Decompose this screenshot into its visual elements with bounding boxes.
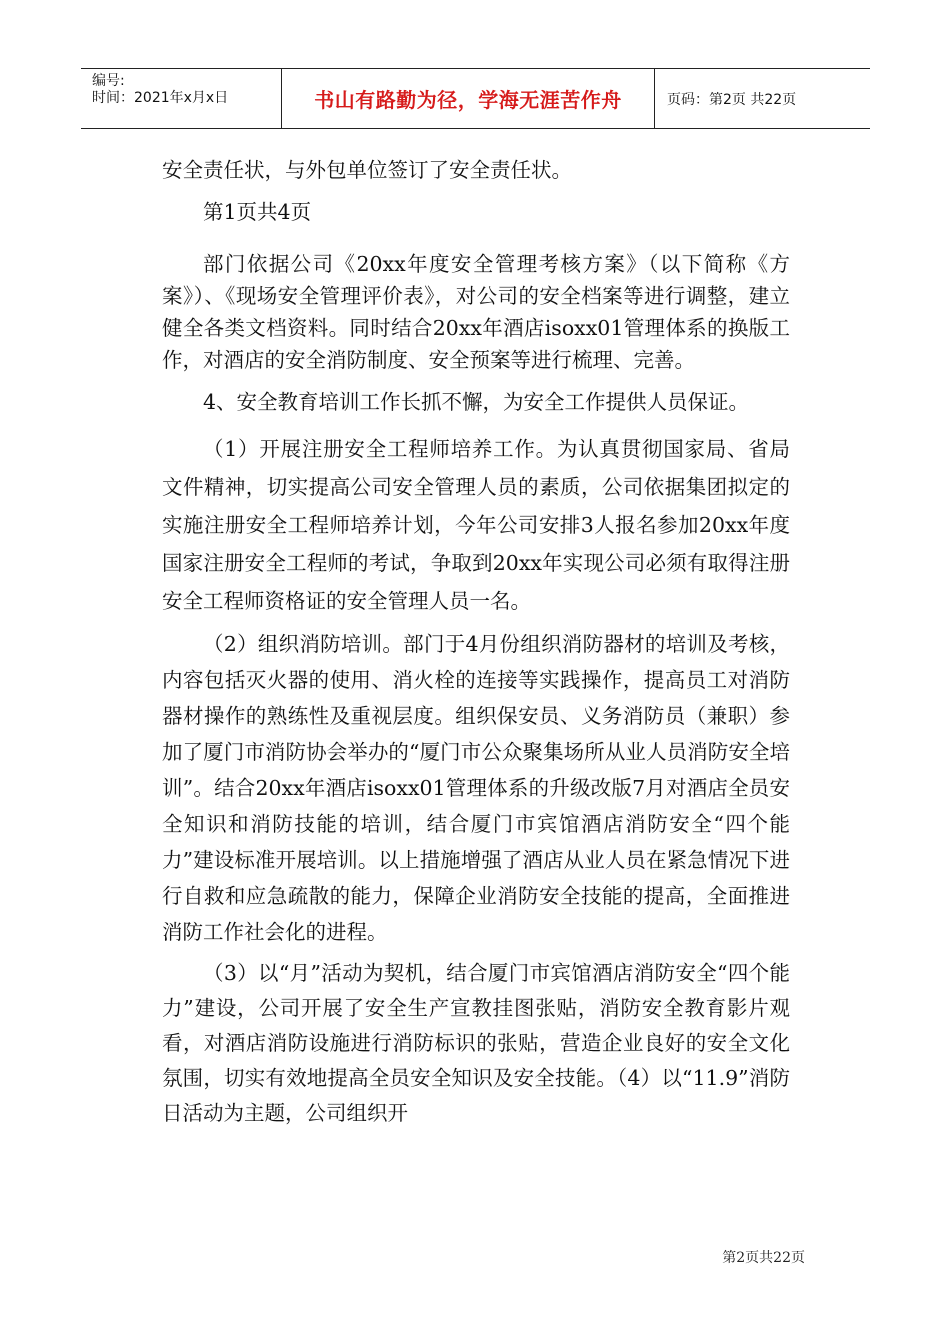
header-page-info: 页码：第2页 共22页 bbox=[667, 91, 797, 108]
header-time: 时间：2021年x月x日 bbox=[92, 90, 229, 106]
paragraph: 4、安全教育培训工作长抓不懈，为安全工作提供人员保证。 bbox=[203, 390, 750, 414]
page-marker: 第1页共4页 bbox=[203, 200, 312, 224]
paragraph: 安全责任状，与外包单位签订了安全责任状。 bbox=[162, 158, 572, 182]
paragraph: （3）以“月”活动为契机，结合厦门市宾馆酒店消防安全“四个能力”建设，公司开展了安全生产宣教挂图张贴，消防安全教育影片观看，对酒店消防设施进行消防标识的张贴，营造企业良好的安全文化氛围，切实有效地提高全员安全知识及安全技能。（4）以“11.9”消防日活动为主题，公司组织开 bbox=[162, 961, 790, 1125]
paragraph: 部门依据公司《20xx年度安全管理考核方案》（以下简称《方案》）、《现场安全管理评价表》，对公司的安全档案等进行调整，建立健全各类文档资料。同时结合20xx年酒店isoxx01管理体系的换版工作，对酒店的安全消防制度、安全预案等进行梳理、完善。 bbox=[162, 252, 790, 372]
paragraph: （2）组织消防培训。部门于4月份组织消防器材的培训及考核，内容包括灭火器的使用、消火栓的连接等实践操作，提高员工对消防器材操作的熟练性及重视层度。组织保安员、义务消防员（兼职）参加了厦门市消防协会举办的“厦门市公众聚集场所从业人员消防安全培训”。结合20xx年酒店isoxx01管理体系的升级改版7月对酒店全员安全知识和消防技能的培训，结合厦门市宾馆酒店消防安全“四个能力”建设标准开展培训。以上措施增强了酒店从业人员在紧急情况下进行自救和应急疏散的能力，保障企业消防安全技能的提高，全面推进消防工作社会化的进程。 bbox=[162, 632, 790, 944]
header-slogan: 书山有路勤为径，学海无涯苦作舟 bbox=[282, 69, 655, 128]
document-body bbox=[162, 148, 790, 1131]
page-footer: 第2页共22页 bbox=[722, 1250, 805, 1266]
page-header bbox=[81, 68, 870, 129]
header-number: 编号: bbox=[92, 73, 125, 89]
header-meta bbox=[81, 69, 282, 128]
paragraph: （1）开展注册安全工程师培养工作。为认真贯彻国家局、省局文件精神，切实提高公司安全管理人员的素质，公司依据集团拟定的实施注册安全工程师培养计划，今年公司安排3人报名参加20xx年度国家注册安全工程师的考试，争取到20xx年实现公司必须有取得注册安全工程师资格证的安全管理人员一名。 bbox=[162, 437, 790, 613]
